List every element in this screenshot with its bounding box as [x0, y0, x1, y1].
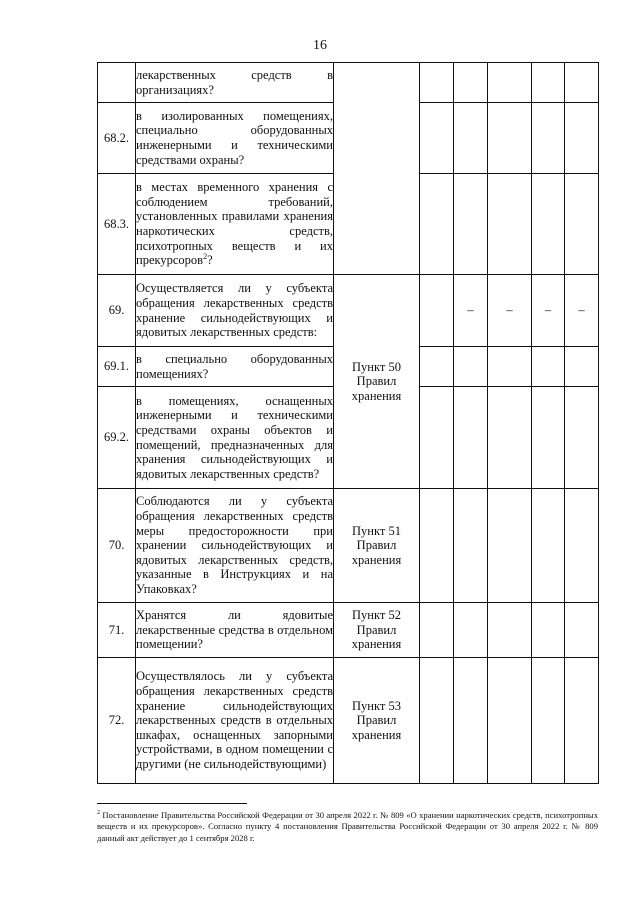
- answer-cell-extra: [565, 387, 599, 489]
- row-number: 71.: [98, 603, 136, 658]
- legal-reference-cell: [334, 63, 420, 275]
- row-number: 68.3.: [98, 174, 136, 275]
- answer-cell-no: [454, 489, 488, 603]
- answer-cell-extra: [565, 489, 599, 603]
- answer-cell-extra: [565, 603, 599, 658]
- answer-cell-na: [488, 603, 532, 658]
- answer-cell-yes: [420, 387, 454, 489]
- answer-cell-note: [532, 387, 565, 489]
- page-number: 16: [313, 38, 327, 53]
- answer-cell-yes: [420, 603, 454, 658]
- reference-line: Пункт 53: [352, 698, 401, 713]
- answer-cell-extra: [565, 103, 599, 174]
- answer-cell-na: [488, 347, 532, 387]
- answer-cell-no: [454, 174, 488, 275]
- question-text: Соблюдаются ли у субъекта обращения лекарственных средств меры предосторожности при хранении сильнодействующих и ядовитых лекарственных средств, указанные в Инструкциях и на Упаковках?: [136, 489, 334, 603]
- answer-cell-yes: [420, 103, 454, 174]
- answer-cell-note: [532, 347, 565, 387]
- answer-cell-yes: [420, 347, 454, 387]
- question-text: [136, 174, 334, 275]
- legal-reference-cell: [334, 489, 420, 603]
- answer-cell-yes: [420, 275, 454, 347]
- reference-line: Пункт 51: [352, 523, 401, 538]
- answer-cell-note: –: [532, 275, 565, 347]
- answer-cell-note: [532, 174, 565, 275]
- answer-cell-extra: [565, 347, 599, 387]
- row-number: 72.: [98, 658, 136, 784]
- question-text: Осуществлялось ли у субъекта обращения лекарственных средств хранение сильнодействующих лекарственных средств в отдельных шкафах, оснащенных запорными устройствами, в одном помещении с другими (не сильнодействующими): [136, 658, 334, 784]
- reference-line: Правил: [356, 374, 397, 389]
- legal-reference-cell: [334, 603, 420, 658]
- footnote: [97, 808, 598, 844]
- footnote-mark: 2: [97, 810, 100, 816]
- row-number: [98, 63, 136, 103]
- answer-cell-no: [454, 658, 488, 784]
- answer-cell-extra: [565, 658, 599, 784]
- answer-cell-note: [532, 103, 565, 174]
- answer-cell-extra: –: [565, 275, 599, 347]
- answer-cell-extra: [565, 63, 599, 103]
- answer-cell-no: [454, 63, 488, 103]
- answer-cell-yes: [420, 489, 454, 603]
- answer-cell-na: [488, 63, 532, 103]
- reference-line: хранения: [351, 388, 402, 403]
- answer-cell-no: [454, 603, 488, 658]
- reference-line: Пункт 52: [352, 608, 401, 623]
- answer-cell-no: [454, 103, 488, 174]
- reference-line: Правил: [356, 622, 397, 637]
- row-number: 70.: [98, 489, 136, 603]
- table-row: [98, 603, 599, 658]
- answer-cell-note: [532, 489, 565, 603]
- answer-cell-no: [454, 347, 488, 387]
- answer-cell-yes: [420, 63, 454, 103]
- reference-line: хранения: [351, 552, 402, 567]
- question-text: в помещениях, оснащенных инженерными и техническими средствами охраны объектов и помещений, предназначенных для хранения сильнодействующих и ядовитых лекарственных средств?: [136, 387, 334, 489]
- reference-line: хранения: [351, 637, 402, 652]
- question-text-end: ?: [207, 253, 213, 268]
- answer-cell-no: [454, 387, 488, 489]
- question-text: лекарственных средств в организациях?: [136, 63, 334, 103]
- question-text: Осуществляется ли у субъекта обращения лекарственных средств хранение сильнодействующих и ядовитых лекарственных средств:: [136, 275, 334, 347]
- answer-cell-na: [488, 174, 532, 275]
- answer-cell-na: [488, 658, 532, 784]
- answer-cell-yes: [420, 658, 454, 784]
- row-number: 69.2.: [98, 387, 136, 489]
- answer-cell-na: [488, 489, 532, 603]
- row-number: 68.2.: [98, 103, 136, 174]
- question-text-main: в местах временного хранения с соблюдением требований, установленных правилами хранения наркотических средств, психотропных веществ и их прекурсоров: [136, 180, 333, 268]
- checklist-table: [97, 62, 599, 784]
- answer-cell-no: –: [454, 275, 488, 347]
- footnote-text: Постановление Правительства Российской Федерации от 30 апреля 2022 г. № 809 «О хранении наркотических средств, психотропных веществ и их прекурсоров». Согласно пункту 4 постановления Правительства Российской Федерации от 30 апреля 2022 г. № 809 данный акт действует до 1 сентября 2028 г.: [97, 809, 598, 843]
- answer-cell-note: [532, 603, 565, 658]
- question-text: Хранятся ли ядовитые лекарственные средства в отдельном помещении?: [136, 603, 334, 658]
- legal-reference-cell: [334, 658, 420, 784]
- table-row: [98, 63, 599, 103]
- answer-cell-yes: [420, 174, 454, 275]
- question-text: в изолированных помещениях, специально оборудованных инженерными и техническими средствами охраны?: [136, 103, 334, 174]
- row-number: 69.: [98, 275, 136, 347]
- answer-cell-note: [532, 658, 565, 784]
- answer-cell-extra: [565, 174, 599, 275]
- footnote-divider: [97, 803, 247, 804]
- reference-line: хранения: [351, 727, 402, 742]
- reference-line: Пункт 50: [352, 359, 401, 374]
- footnote-mark: 2: [203, 252, 208, 262]
- table-row: [98, 489, 599, 603]
- table-row: [98, 658, 599, 784]
- question-text: в специально оборудованных помещениях?: [136, 347, 334, 387]
- reference-line: Правил: [356, 538, 397, 553]
- row-number: 69.1.: [98, 347, 136, 387]
- reference-line: Правил: [356, 713, 397, 728]
- answer-cell-na: –: [488, 275, 532, 347]
- answer-cell-na: [488, 387, 532, 489]
- legal-reference-cell: [334, 275, 420, 489]
- answer-cell-na: [488, 103, 532, 174]
- table-row: [98, 275, 599, 347]
- answer-cell-note: [532, 63, 565, 103]
